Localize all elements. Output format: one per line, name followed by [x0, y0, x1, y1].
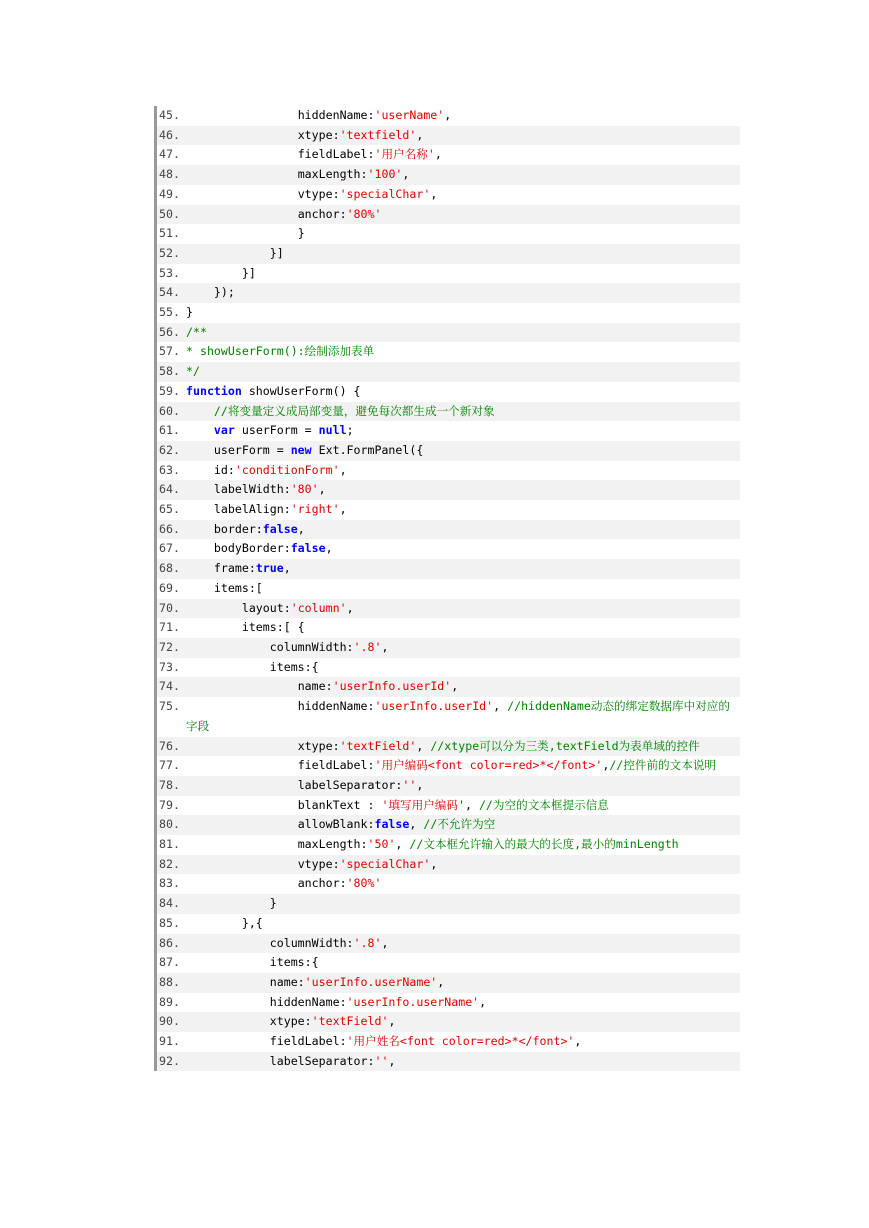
text-token: maxLength: — [186, 167, 368, 182]
text-token: hiddenName: — [186, 994, 347, 1009]
line-number: 92. — [159, 1053, 180, 1068]
code-line — [157, 618, 740, 638]
text-token: items:{ — [186, 659, 319, 674]
code-line — [157, 303, 740, 323]
line-number: 73. — [159, 659, 180, 674]
code-text — [186, 1012, 740, 1032]
text-token: , — [430, 186, 438, 201]
code-line — [157, 500, 740, 520]
string-token: 'textfield' — [339, 127, 417, 142]
text-token: , — [479, 994, 487, 1009]
string-token: '80' — [290, 482, 319, 497]
comment-token: * showUserForm():绘制添加表单 — [186, 344, 375, 359]
code-line — [157, 894, 740, 914]
text-token: vtype: — [186, 186, 340, 201]
code-text — [186, 835, 740, 855]
line-number: 82. — [159, 856, 180, 871]
code-text — [186, 421, 740, 441]
code-line — [157, 421, 740, 441]
text-token: , — [437, 974, 445, 989]
code-line — [157, 638, 740, 658]
code-line — [157, 835, 740, 855]
text-token: items:{ — [186, 955, 319, 970]
line-number: 71. — [159, 620, 180, 635]
code-text — [186, 362, 740, 382]
code-line — [157, 697, 740, 736]
text-token: labelWidth: — [186, 482, 291, 497]
code-text — [186, 796, 740, 816]
text-token — [186, 404, 214, 418]
code-line — [157, 677, 740, 697]
line-number: 79. — [159, 797, 180, 812]
code-text — [186, 244, 740, 264]
line-number: 76. — [159, 738, 180, 753]
comment-token: /** — [186, 324, 207, 339]
line-number: 56. — [159, 324, 180, 339]
code-line — [157, 1012, 740, 1032]
code-text — [186, 1052, 740, 1072]
code-line — [157, 264, 740, 284]
line-number: 53. — [159, 265, 180, 280]
text-token: userForm = — [186, 442, 291, 457]
code-line — [157, 520, 740, 540]
line-number: 62. — [159, 442, 180, 457]
string-token: '.8' — [353, 935, 382, 950]
code-text — [186, 480, 740, 500]
string-token: 'specialChar' — [339, 856, 431, 871]
text-token: xtype: — [186, 1014, 312, 1029]
code-line — [157, 165, 740, 185]
keyword-token: false — [374, 817, 410, 832]
text-token: , — [451, 679, 459, 694]
text-token: } — [186, 305, 193, 320]
line-number: 72. — [159, 639, 180, 654]
text-token: bodyBorder: — [186, 541, 291, 556]
code-text — [186, 618, 740, 638]
text-token: , — [416, 777, 424, 792]
code-text — [186, 697, 740, 736]
code-text — [186, 579, 740, 599]
line-number: 49. — [159, 186, 180, 201]
text-token: , — [381, 935, 389, 950]
text-token: xtype: — [186, 127, 340, 142]
code-line — [157, 815, 740, 835]
code-text — [186, 283, 740, 303]
line-number: 85. — [159, 915, 180, 930]
line-number: 83. — [159, 876, 180, 891]
code-text — [186, 599, 740, 619]
code-text — [186, 165, 740, 185]
code-line — [157, 106, 740, 126]
code-text — [186, 756, 740, 776]
text-token: layout: — [186, 600, 291, 615]
text-token: anchor: — [186, 206, 347, 221]
line-number: 60. — [159, 403, 180, 418]
code-text — [186, 520, 740, 540]
text-token: , — [416, 127, 424, 142]
keyword-token: true — [255, 561, 284, 576]
text-token: border: — [186, 521, 263, 536]
text-token: , — [297, 521, 305, 536]
comment-token: //将变量定义成局部变量，避免每次都生成一个新对象 — [213, 403, 495, 418]
string-token: '用户名称' — [374, 147, 435, 162]
line-number: 58. — [159, 364, 180, 379]
text-token: , — [325, 541, 333, 556]
text-token: blankText : — [186, 797, 382, 812]
line-number: 91. — [159, 1034, 180, 1049]
code-text — [186, 264, 740, 284]
text-token: , — [346, 600, 354, 615]
code-line — [157, 205, 740, 225]
code-text — [186, 185, 740, 205]
line-number: 48. — [159, 167, 180, 182]
code-text — [186, 776, 740, 796]
line-number: 63. — [159, 462, 180, 477]
line-number: 61. — [159, 423, 180, 438]
code-line — [157, 953, 740, 973]
text-token: hiddenName: — [186, 699, 375, 714]
text-token: , — [388, 1053, 396, 1068]
code-text — [186, 539, 740, 559]
line-number: 77. — [159, 758, 180, 773]
comment-token: */ — [186, 364, 200, 379]
line-number: 52. — [159, 245, 180, 260]
text-token: columnWidth: — [186, 935, 354, 950]
code-line — [157, 855, 740, 875]
line-number: 86. — [159, 935, 180, 950]
string-token: '80%' — [346, 876, 382, 891]
text-token: , — [339, 462, 347, 477]
code-text — [186, 934, 740, 954]
code-text — [186, 461, 740, 481]
code-text — [186, 323, 740, 343]
keyword-token: new — [290, 442, 312, 457]
line-number: 46. — [159, 127, 180, 142]
string-token: '50' — [367, 837, 396, 852]
text-token: name: — [186, 679, 333, 694]
code-text — [186, 874, 740, 894]
text-token: labelSeparator: — [186, 777, 403, 792]
text-token: }] — [186, 265, 256, 280]
text-token: , — [444, 108, 452, 122]
string-token: 'userInfo.userName' — [304, 974, 438, 989]
text-token: } — [186, 896, 277, 911]
line-number: 54. — [159, 285, 180, 300]
line-number: 80. — [159, 817, 180, 832]
code-line — [157, 224, 740, 244]
code-text — [186, 145, 740, 165]
text-token: userForm = — [234, 423, 319, 438]
line-number: 64. — [159, 482, 180, 497]
comment-token: //控件前的文本说明 — [609, 758, 717, 773]
line-number: 68. — [159, 561, 180, 576]
code-line — [157, 402, 740, 422]
text-token: hiddenName: — [186, 108, 375, 122]
code-text — [186, 658, 740, 678]
text-token: , — [574, 1034, 582, 1049]
text-token: }] — [186, 245, 284, 260]
text-token: , — [434, 147, 442, 162]
code-text — [186, 953, 740, 973]
code-text — [186, 441, 740, 461]
line-number: 55. — [159, 305, 180, 320]
code-line — [157, 599, 740, 619]
string-token: '填写用户编码' — [381, 797, 465, 812]
comment-token: //文本框允许输入的最大的长度,最小的minLength — [409, 837, 679, 852]
code-line — [157, 283, 740, 303]
code-line — [157, 539, 740, 559]
text-token: maxLength: — [186, 837, 368, 852]
line-number: 90. — [159, 1014, 180, 1029]
line-number: 81. — [159, 837, 180, 852]
code-line — [157, 579, 740, 599]
code-text — [186, 638, 740, 658]
text-token: labelAlign: — [186, 502, 291, 517]
code-line — [157, 874, 740, 894]
text-token: , — [602, 758, 610, 773]
code-line — [157, 1052, 740, 1072]
keyword-token: var — [213, 423, 235, 438]
string-token: 'userInfo.userName' — [346, 994, 480, 1009]
code-text — [186, 205, 740, 225]
code-line — [157, 756, 740, 776]
string-token: '用户编码<font color=red>*</font>' — [374, 758, 603, 773]
line-number: 67. — [159, 541, 180, 556]
code-text — [186, 224, 740, 244]
text-token: fieldLabel: — [186, 1034, 347, 1049]
code-text — [186, 993, 740, 1013]
code-line — [157, 776, 740, 796]
text-token: items:[ { — [186, 620, 305, 635]
string-token: '100' — [367, 167, 403, 182]
string-token: 'specialChar' — [339, 186, 431, 201]
string-token: 'right' — [290, 502, 340, 517]
string-token: 'textField' — [339, 738, 417, 753]
text-token: , — [430, 856, 438, 871]
code-line — [157, 441, 740, 461]
keyword-token: false — [290, 541, 326, 556]
code-text — [186, 815, 740, 835]
text-token: columnWidth: — [186, 639, 354, 654]
code-listing — [154, 106, 740, 1071]
code-line — [157, 244, 740, 264]
line-number: 88. — [159, 974, 180, 989]
string-token: '用户姓名<font color=red>*</font>' — [346, 1034, 575, 1049]
text-token: fieldLabel: — [186, 147, 375, 162]
comment-token: //为空的文本框提示信息 — [478, 797, 609, 812]
text-token: , — [318, 482, 326, 497]
text-token: allowBlank: — [186, 817, 375, 832]
code-line — [157, 362, 740, 382]
code-text — [186, 402, 740, 422]
text-token: , — [493, 699, 508, 714]
code-text — [186, 126, 740, 146]
code-line — [157, 461, 740, 481]
line-number: 51. — [159, 226, 180, 241]
string-token: 'textField' — [311, 1014, 389, 1029]
line-number: 57. — [159, 344, 180, 359]
code-text — [186, 382, 740, 402]
line-number: 70. — [159, 600, 180, 615]
line-number: 59. — [159, 383, 180, 398]
text-token: xtype: — [186, 738, 340, 753]
code-line — [157, 323, 740, 343]
comment-token: //hiddenName动态的绑定数据库中对应的字段 — [186, 699, 730, 733]
keyword-token: false — [262, 521, 298, 536]
string-token: 'column' — [290, 600, 347, 615]
text-token: id: — [186, 462, 235, 477]
code-line — [157, 1032, 740, 1052]
text-token: , — [464, 797, 479, 812]
code-text — [186, 500, 740, 520]
line-number: 65. — [159, 502, 180, 517]
code-line — [157, 480, 740, 500]
keyword-token: function — [186, 383, 242, 398]
text-token: }); — [186, 285, 235, 300]
line-number: 50. — [159, 206, 180, 221]
text-token: labelSeparator: — [186, 1053, 375, 1068]
line-number: 87. — [159, 955, 180, 970]
code-text — [186, 973, 740, 993]
text-token: ; — [346, 423, 354, 438]
text-token: frame: — [186, 561, 256, 576]
line-number: 45. — [159, 108, 180, 122]
comment-token: //xtype可以分为三类,textField为表单域的控件 — [430, 738, 700, 753]
text-token: },{ — [186, 915, 263, 930]
text-token: name: — [186, 974, 305, 989]
line-number: 74. — [159, 679, 180, 694]
line-number: 66. — [159, 521, 180, 536]
code-text — [186, 855, 740, 875]
string-token: '.8' — [353, 639, 382, 654]
text-token: , — [402, 167, 410, 182]
text-token: fieldLabel: — [186, 758, 375, 773]
code-line — [157, 185, 740, 205]
code-text — [186, 894, 740, 914]
code-line — [157, 993, 740, 1013]
string-token: 'userInfo.userId' — [374, 699, 494, 714]
line-number: 75. — [159, 699, 180, 714]
keyword-token: null — [318, 423, 347, 438]
code-line — [157, 342, 740, 362]
line-number: 69. — [159, 580, 180, 595]
code-line — [157, 382, 740, 402]
string-token: '' — [402, 777, 417, 792]
code-text — [186, 1032, 740, 1052]
code-text — [186, 914, 740, 934]
text-token: , — [283, 561, 291, 576]
code-line — [157, 737, 740, 757]
code-line — [157, 126, 740, 146]
text-token: , — [381, 639, 389, 654]
string-token: 'userName' — [374, 108, 445, 122]
code-line — [157, 796, 740, 816]
string-token: '80%' — [346, 206, 382, 221]
line-number: 47. — [159, 147, 180, 162]
code-text — [186, 677, 740, 697]
code-text — [186, 342, 740, 362]
code-text — [186, 559, 740, 579]
text-token — [186, 423, 214, 437]
text-token: , — [388, 1014, 396, 1029]
line-number: 84. — [159, 896, 180, 911]
code-line — [157, 934, 740, 954]
code-text — [186, 303, 740, 323]
text-token: showUserForm() { — [241, 383, 361, 398]
code-line — [157, 973, 740, 993]
code-line — [157, 658, 740, 678]
string-token: '' — [374, 1053, 389, 1068]
text-token: Ext.FormPanel({ — [311, 442, 424, 457]
code-line — [157, 145, 740, 165]
text-token: , — [416, 738, 431, 753]
text-token: , — [339, 502, 347, 517]
code-line — [157, 914, 740, 934]
text-token: , — [395, 837, 410, 852]
text-token: items:[ — [186, 580, 263, 595]
line-number: 89. — [159, 994, 180, 1009]
text-token: vtype: — [186, 856, 340, 871]
code-line — [157, 559, 740, 579]
line-number: 78. — [159, 777, 180, 792]
string-token: 'conditionForm' — [234, 462, 340, 477]
text-token: , — [409, 817, 424, 832]
text-token: } — [186, 226, 305, 241]
code-text — [186, 737, 740, 757]
comment-token: //不允许为空 — [423, 817, 496, 832]
text-token: anchor: — [186, 876, 347, 891]
code-text — [186, 106, 740, 126]
string-token: 'userInfo.userId' — [332, 679, 452, 694]
